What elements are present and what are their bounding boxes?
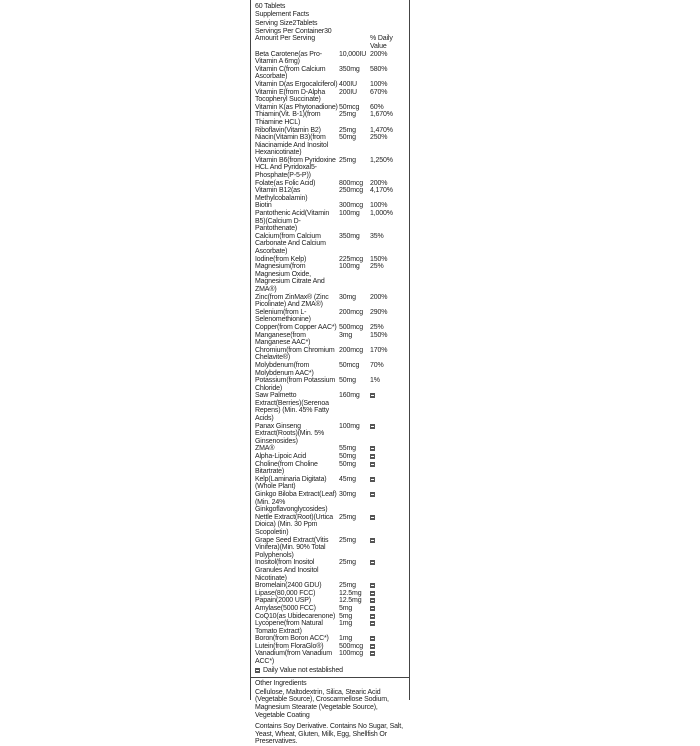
nutrient-name: Calcium(from Calcium Carbonate And Calcium Ascorbate) — [255, 232, 326, 255]
nutrient-row — [255, 635, 406, 643]
nutrient-dv: 4,170% — [370, 187, 393, 195]
nutrient-dv: 1,250% — [370, 156, 393, 164]
nutrient-amount: 10,000IU — [339, 50, 367, 58]
dv-not-established-icon — [370, 461, 406, 469]
nutrient-amount: 30mg — [339, 293, 356, 301]
dv-not-established-icon — [255, 668, 260, 673]
nutrient-name: Amylase(5000 FCC) — [255, 604, 316, 612]
nutrient-row — [255, 89, 406, 104]
dv-not-established-icon — [370, 590, 406, 598]
nutrient-name: Nettle Extract(Root)(Urtica Dioica) (Min. 30 Ppm Scopoletin) — [255, 513, 334, 536]
dv-not-established-icon — [370, 605, 406, 613]
nutrient-row — [255, 134, 406, 157]
nutrient-amount: 300mcg — [339, 202, 364, 210]
nutrient-row — [255, 590, 406, 598]
nutrient-row — [255, 81, 406, 89]
nutrient-name: Boron(from Boron ACC*) — [255, 635, 329, 643]
dv-not-established-icon — [370, 643, 406, 651]
nutrient-dv: 150% — [370, 331, 388, 339]
nutrient-name: Manganese(from Manganese AAC*) — [255, 331, 311, 347]
nutrient-name: Molybdenum(from Molybdenum AAC*) — [255, 361, 314, 377]
nutrient-name: Choline(from Choline Bitartrate) — [255, 460, 318, 476]
nutrient-dv: 35% — [370, 232, 384, 240]
nutrient-name: Bromelain(2400 GDU) — [255, 582, 322, 590]
nutrient-amount: 350mg — [339, 65, 360, 73]
nutrient-amount: 200mcg — [339, 308, 364, 316]
nutrient-amount: 30mg — [339, 491, 356, 498]
nutrient-name: Ginkgo Biloba Extract(Leaf)(Min. 24% Ginkgoflavonglycosides) — [255, 491, 337, 514]
nutrient-dv: 200% — [370, 50, 388, 58]
nutrient-name: Vitamin E(from D-Alpha Tocopheryl Succinate) — [255, 88, 326, 104]
nutrient-name: Vitamin B12(as Methylcobalamin) — [255, 187, 308, 202]
nutrient-name: Lutein(from FloraGlo®) — [255, 642, 324, 650]
nutrient-row — [255, 362, 406, 377]
nutrient-dv: 290% — [370, 308, 388, 316]
dv-footnote — [255, 667, 406, 675]
dv-mark-icon — [370, 424, 375, 429]
nutrient-name: Copper(from Copper AAC*) — [255, 323, 337, 331]
dv-mark-icon — [370, 454, 375, 459]
nutrient-amount: 160mg — [339, 392, 360, 400]
dv-not-established-icon — [370, 392, 406, 400]
nutrient-amount: 50mcg — [339, 361, 360, 369]
nutrient-row — [255, 127, 406, 135]
nutrient-name: ZMA® — [255, 445, 275, 453]
nutrient-name: Beta Carotene(as Pro-Vitamin A 6mg) — [255, 50, 322, 66]
nutrient-name: Panax Ginseng Extract(Roots)(Min. 5% Ginsenosides) — [255, 422, 325, 445]
nutrient-dv: 25% — [370, 323, 384, 331]
dv-not-established-icon — [370, 445, 406, 453]
dv-mark-icon — [370, 477, 375, 482]
nutrient-amount: 50mg — [339, 377, 356, 385]
nutrient-amount: 250mcg — [339, 187, 364, 195]
nutrient-name: Inositol(from Inositol Granules And Inositol Nicotinate) — [255, 559, 319, 582]
dv-mark-icon — [370, 462, 375, 467]
nutrient-name: Zinc(from ZinMax® (Zinc Picolinate) And ZMA®) — [255, 293, 329, 309]
nutrient-list — [255, 51, 406, 666]
nutrient-amount: 25mg — [339, 126, 356, 134]
dv-not-established-icon — [370, 476, 406, 484]
nutrient-amount: 1mg — [339, 635, 353, 643]
dv-not-established-icon — [370, 491, 406, 499]
nutrient-name: Pantothenic Acid(Vitamin B5)(Calcium D-Pantothenate) — [255, 210, 330, 233]
nutrient-row — [255, 256, 406, 264]
nutrient-row — [255, 491, 406, 514]
nutrient-name: Vanadium(from Vanadium ACC*) — [255, 650, 332, 666]
other-ingredients-text: Cellulose, Maltodextrin, Silica, Stearic Acid (Vegetable Source), Croscarmellose Sodium, Magnesium Stearate (Vegetable Source), Vegetable Coating — [255, 688, 389, 719]
dv-mark-icon — [370, 598, 375, 603]
nutrient-dv: 150% — [370, 255, 388, 263]
nutrient-row — [255, 180, 406, 188]
dv-not-established-icon — [370, 559, 406, 567]
nutrient-row — [255, 332, 406, 347]
nutrient-dv: 580% — [370, 65, 388, 73]
dv-not-established-icon — [370, 423, 406, 431]
nutrient-name: Lipase(80,000 FCC) — [255, 589, 316, 597]
other-ingredients — [255, 680, 406, 746]
dv-not-established-icon — [370, 453, 406, 461]
nutrient-amount: 5mg — [339, 604, 353, 612]
nutrient-name: Saw Palmetto Extract(Berries)(Serenoa Repens) (Min. 45% Fatty Acids) — [255, 392, 329, 423]
nutrient-amount: 25mg — [339, 156, 356, 164]
nutrient-name: Vitamin B6(from Pyridoxine HCL And Pyridoxal5-Phosphate(P-5-P)) — [255, 156, 336, 180]
nutrient-row — [255, 559, 406, 582]
nutrient-amount: 200mcg — [339, 346, 364, 354]
nutrient-row — [255, 111, 406, 126]
nutrient-name: Niacin(Vitamin B3)(from Niacinamide And Inositol Hexanicotinate) — [255, 134, 329, 157]
nutrient-row — [255, 187, 406, 202]
nutrient-dv: 170% — [370, 346, 388, 354]
nutrient-name: CoQ10(as Ubidecarenone) — [255, 612, 336, 620]
nutrient-name: Biotin — [255, 202, 272, 210]
dv-mark-icon — [370, 621, 375, 626]
nutrient-row — [255, 263, 406, 293]
nutrient-dv: 250% — [370, 134, 388, 142]
nutrient-amount: 225mcg — [339, 255, 364, 263]
dv-not-established-icon — [370, 514, 406, 522]
nutrient-amount: 25mg — [339, 559, 356, 567]
label-header — [255, 3, 406, 51]
nutrient-row — [255, 377, 406, 392]
nutrient-name: Vitamin D(as Ergocalciferol) — [255, 80, 338, 88]
servings-per-container: Servings Per Container30 — [255, 27, 332, 35]
dv-mark-icon — [370, 538, 375, 543]
nutrient-dv: 670% — [370, 88, 388, 96]
nutrient-dv: 100% — [370, 202, 388, 210]
nutrient-dv: 60% — [370, 103, 384, 111]
nutrient-dv: 1,670% — [370, 111, 393, 119]
nutrient-row — [255, 613, 406, 621]
nutrient-amount: 25mg — [339, 111, 356, 119]
nutrient-name: Vitamin C(from Calcium Ascorbate) — [255, 65, 326, 81]
nutrient-row — [255, 476, 406, 491]
nutrient-row — [255, 514, 406, 537]
nutrient-name: Kelp(Laminaria Digitata)(Whole Plant) — [255, 475, 327, 491]
nutrient-amount: 50mg — [339, 134, 356, 142]
dv-mark-icon — [370, 614, 375, 619]
nutrient-amount: 25mg — [339, 513, 356, 521]
nutrient-dv: 200% — [370, 179, 388, 187]
nutrient-row — [255, 294, 406, 309]
dv-not-established-icon — [370, 650, 406, 658]
allergen-statement: Contains Soy Derivative. Contains No Sugar, Salt, Yeast, Wheat, Gluten, Milk, Egg, Shellfish Or Preservatives. — [255, 723, 403, 746]
nutrient-name: Papain(2000 USP) — [255, 597, 311, 605]
nutrient-row — [255, 445, 406, 453]
nutrient-name: Vitamin K(as Phytonadione) — [255, 103, 338, 111]
nutrient-amount: 50mg — [339, 460, 356, 468]
dv-mark-icon — [370, 492, 375, 497]
dv-mark-icon — [370, 644, 375, 649]
dv-not-established-icon — [370, 537, 406, 545]
nutrient-dv: 70% — [370, 361, 384, 369]
dv-mark-icon — [370, 560, 375, 565]
nutrient-name: Alpha-Lipoic Acid — [255, 453, 307, 461]
nutrient-name: Chromium(from Chromium Chelavite®) — [255, 346, 335, 362]
dv-not-established-icon — [370, 613, 406, 621]
nutrient-amount: 5mg — [339, 612, 353, 620]
tablet-count: 60 Tablets — [255, 3, 286, 10]
nutrient-row — [255, 537, 406, 560]
amount-header: Amount Per Serving — [255, 35, 315, 43]
dv-mark-icon — [370, 606, 375, 611]
nutrient-amount: 45mg — [339, 475, 356, 483]
nutrient-row — [255, 324, 406, 332]
dv-not-established-icon — [370, 620, 406, 628]
nutrient-row — [255, 210, 406, 233]
nutrient-row — [255, 157, 406, 180]
nutrient-amount: 100mg — [339, 210, 360, 218]
nutrient-row — [255, 66, 406, 81]
divider — [251, 677, 409, 678]
nutrient-name: Lycopene(from Natural Tomato Extract) — [255, 620, 323, 635]
dv-mark-icon — [370, 393, 375, 398]
nutrient-amount: 12.5mg — [339, 597, 362, 605]
nutrient-name: Grape Seed Extract(Vitis Vinifera)(Min. 90% Total Polyphenols) — [255, 536, 329, 559]
dv-not-established-icon — [370, 635, 406, 643]
dv-mark-icon — [370, 591, 375, 596]
nutrient-amount: 1mg — [339, 620, 353, 628]
nutrient-name: Thiamin(Vit. B-1)(from Thiamine HCL) — [255, 111, 321, 126]
nutrient-row — [255, 202, 406, 210]
facts-title: Supplement Facts — [255, 10, 310, 18]
nutrient-amount: 100mg — [339, 263, 360, 271]
nutrient-dv: 100% — [370, 80, 388, 88]
nutrient-row — [255, 233, 406, 256]
column-header — [255, 35, 406, 50]
nutrient-row — [255, 309, 406, 324]
dv-mark-icon — [370, 651, 375, 656]
nutrient-amount: 800mcg — [339, 179, 364, 187]
nutrient-row — [255, 582, 406, 590]
nutrient-name: Magnesium(from Magnesium Oxide, Magnesium Citrate And ZMA®) — [255, 263, 325, 293]
nutrient-amount: 12.5mg — [339, 589, 362, 597]
nutrient-amount: 100mg — [339, 422, 360, 430]
nutrient-dv: 200% — [370, 293, 388, 301]
nutrient-row — [255, 104, 406, 112]
dv-mark-icon — [370, 446, 375, 451]
nutrient-amount: 3mg — [339, 331, 353, 339]
nutrient-amount: 50mcg — [339, 103, 360, 111]
nutrient-amount: 500mcg — [339, 323, 364, 331]
nutrient-row — [255, 643, 406, 651]
dv-not-established-icon — [370, 597, 406, 605]
nutrient-amount: 500mcg — [339, 642, 364, 650]
dv-header: % Daily Value — [370, 35, 393, 50]
nutrient-row — [255, 453, 406, 461]
dv-note-text: Daily Value not established — [263, 666, 343, 674]
nutrient-amount: 50mg — [339, 453, 356, 461]
nutrient-amount: 350mg — [339, 232, 360, 240]
nutrient-row — [255, 650, 406, 665]
nutrient-row — [255, 605, 406, 613]
nutrient-name: Riboflavin(Vitamin B2) — [255, 126, 321, 134]
nutrient-dv: 1,470% — [370, 126, 393, 134]
serving-size: Serving Size2Tablets — [255, 20, 318, 28]
nutrient-amount: 400IU — [339, 80, 357, 88]
nutrient-name: Selenium(from L-Selenomethionine) — [255, 308, 311, 324]
nutrient-row — [255, 347, 406, 362]
nutrient-row — [255, 461, 406, 476]
nutrient-row — [255, 620, 406, 635]
nutrient-dv: 25% — [370, 263, 384, 271]
nutrient-name: Potassium(from Potassium Chloride) — [255, 377, 336, 392]
nutrient-dv: 1,000% — [370, 210, 393, 218]
nutrient-name: Iodine(from Kelp) — [255, 255, 307, 263]
other-ingredients-title: Other Ingredients — [255, 680, 307, 688]
nutrient-amount: 100mcg — [339, 650, 364, 658]
nutrient-row — [255, 423, 406, 446]
dv-mark-icon — [370, 515, 375, 520]
nutrient-row — [255, 392, 406, 422]
dv-mark-icon — [370, 636, 375, 641]
supplement-facts-label — [250, 0, 410, 746]
nutrient-dv: 1% — [370, 377, 380, 385]
nutrient-amount: 200IU — [339, 88, 357, 96]
nutrient-amount: 55mg — [339, 445, 356, 453]
nutrient-row — [255, 597, 406, 605]
nutrient-amount: 25mg — [339, 582, 356, 590]
dv-not-established-icon — [370, 582, 406, 590]
nutrient-amount: 25mg — [339, 536, 356, 544]
nutrient-row — [255, 51, 406, 66]
nutrient-name: Folate(as Folic Acid) — [255, 179, 316, 187]
dv-mark-icon — [370, 583, 375, 588]
